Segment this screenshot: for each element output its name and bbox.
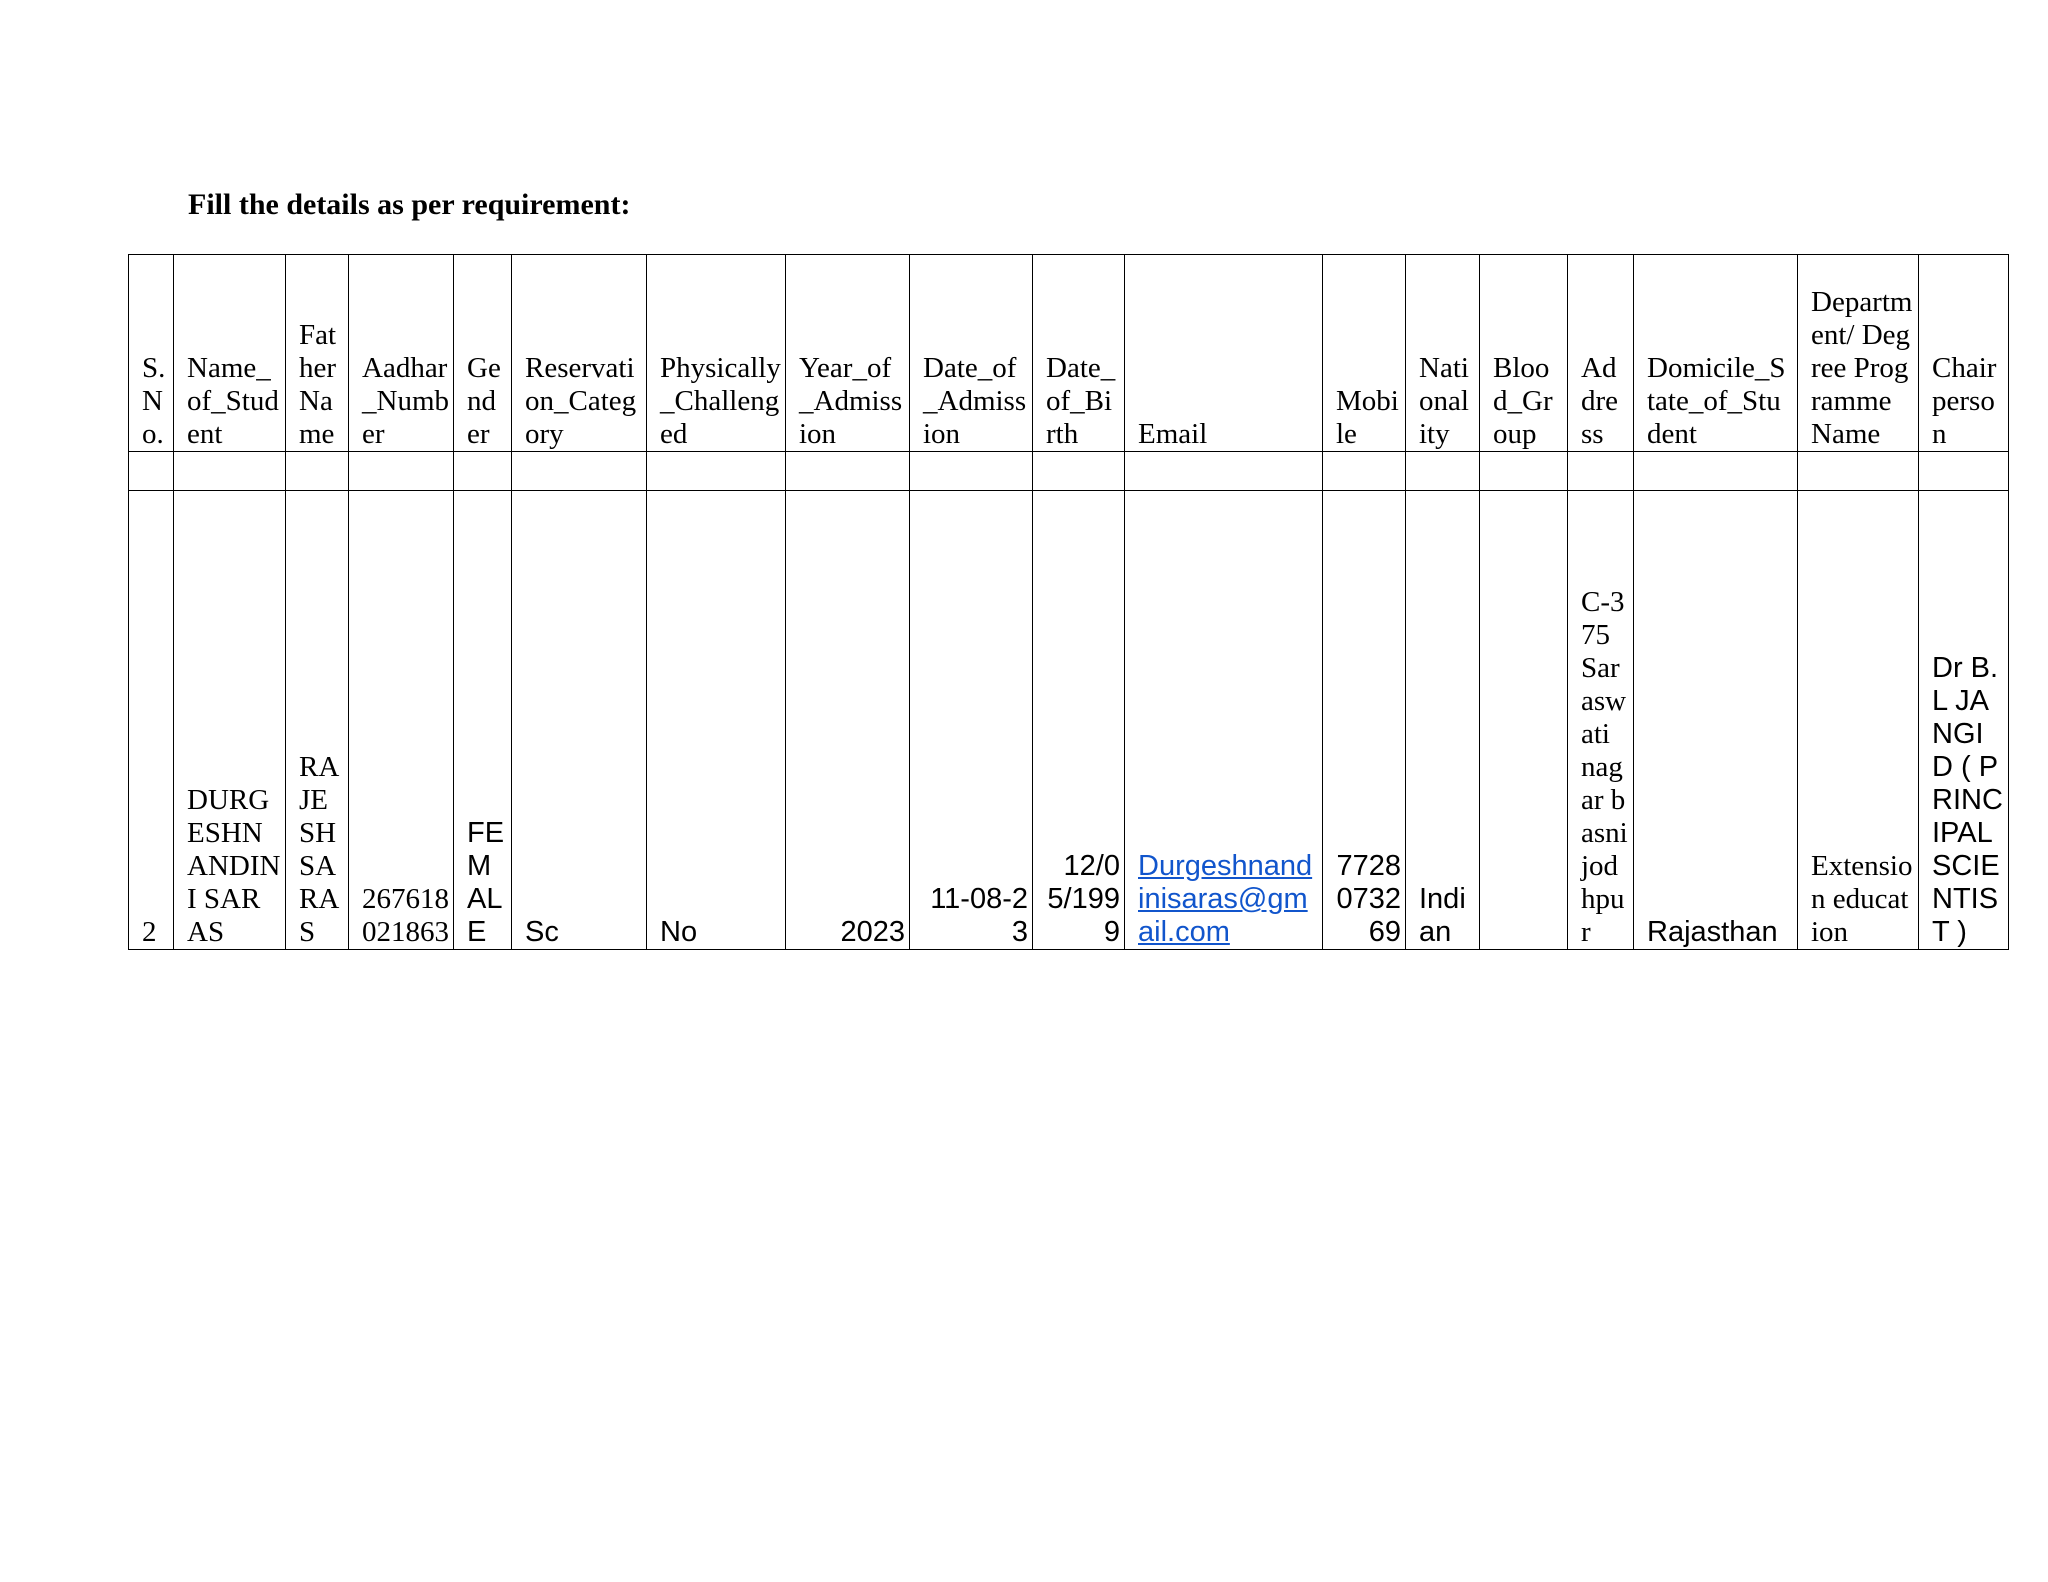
column-header-mobile: Mobile [1323,255,1406,452]
cell-student-name: DURGESHNANDINI SARAS [174,491,286,950]
cell-blood-group [1480,491,1568,950]
empty-cell [1033,452,1125,491]
cell-email [1125,491,1323,950]
cell-domicile: Rajasthan [1634,491,1798,950]
page-heading: Fill the details as per requirement: [188,188,631,221]
empty-cell [129,452,174,491]
table-row [129,491,2009,950]
column-header-department: Department/ Degree Programme Name [1798,255,1919,452]
cell-address: C-375 Saraswati nagar basni jodhpur [1568,491,1634,950]
empty-cell [1798,452,1919,491]
email-link[interactable]: Durgeshnandinisaras@gmail.com [1138,850,1313,948]
column-header-domicile: Domicile_State_of_Student [1634,255,1798,452]
cell-nationality: Indian [1406,491,1480,950]
empty-cell [1480,452,1568,491]
empty-row [129,452,2009,491]
empty-cell [1406,452,1480,491]
empty-cell [647,452,786,491]
empty-cell [174,452,286,491]
column-header-aadhar: Aadhar_Number [349,255,454,452]
cell-sno: 2 [129,491,174,950]
column-header-chairperson: Chairperson [1919,255,2009,452]
empty-cell [1568,452,1634,491]
column-header-address: Address [1568,255,1634,452]
cell-gender: FEMALE [454,491,512,950]
empty-cell [1919,452,2009,491]
empty-cell [349,452,454,491]
cell-date-of-birth: 12/05/1999 [1033,491,1125,950]
empty-cell [454,452,512,491]
cell-year-of-admission: 2023 [786,491,910,950]
empty-cell [1125,452,1323,491]
column-header-physically-challenged: Physically_Challenged [647,255,786,452]
cell-department: Extension education [1798,491,1919,950]
empty-cell [1323,452,1406,491]
column-header-reservation: Reservation_Category [512,255,647,452]
empty-cell [910,452,1033,491]
column-header-date-of-birth: Date_of_Birth [1033,255,1125,452]
empty-cell [786,452,910,491]
student-details-table [128,254,2009,950]
column-header-email: Email [1125,255,1323,452]
cell-aadhar: 267618021863 [349,491,454,950]
cell-physically-challenged: No [647,491,786,950]
column-header-nationality: Nationality [1406,255,1480,452]
empty-cell [512,452,647,491]
column-header-gender: Gender [454,255,512,452]
empty-cell [1634,452,1798,491]
column-header-year-of-admission: Year_of_Admission [786,255,910,452]
cell-reservation-category: Sc [512,491,647,950]
column-header-blood-group: Blood_Group [1480,255,1568,452]
cell-mobile: 7728073269 [1323,491,1406,950]
header-row [129,255,2009,452]
empty-cell [286,452,349,491]
cell-chairperson: Dr B.L JANGID ( PRINCIPAL SCIENTIST ) [1919,491,2009,950]
cell-father-name: RAJESHSARAS [286,491,349,950]
column-header-father-name: Father Name [286,255,349,452]
column-header-date-of-admission: Date_of_Admission [910,255,1033,452]
column-header-sno: S.No. [129,255,174,452]
column-header-name: Name_of_Student [174,255,286,452]
cell-date-of-admission: 11-08-23 [910,491,1033,950]
